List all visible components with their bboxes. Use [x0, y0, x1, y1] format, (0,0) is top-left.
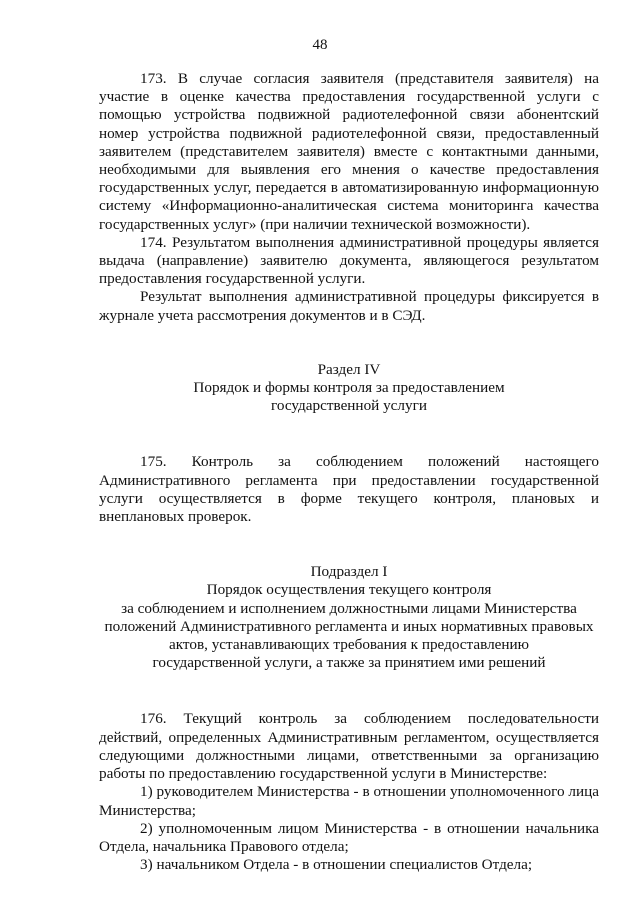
subsection-title-line-4: актов, устанавливающих требования к предоставлению	[169, 636, 529, 654]
paragraph-173: 173. В случае согласия заявителя (представителя заявителя) на участие в оценке качества предоставления государственной услуги с помощью устройства подвижной радиотелефонной связи абонентский номер устройства подвижной радиотелефонной связи, предоставленный заявителем (представителем заявителя) вместе с контактными данными, необходимыми для выявления его мнения о качестве предоставления государственных услуг, передается в автоматизированную информационную систему «Информационно-аналитическая система мониторинга качества государственных услуг» (при наличии технической возможности).	[99, 70, 599, 233]
paragraph-174: 174. Результатом выполнения административной процедуры является выдача (направление) заявителю документа, являющегося результатом предоставления государственной услуги.	[99, 233, 599, 288]
section-title-line-2: государственной услуги	[271, 397, 427, 415]
section-heading	[99, 361, 599, 416]
subsection-title-line-3: положений Административного регламента и иных нормативных правовых	[104, 617, 594, 635]
subsection-label: Подраздел I	[310, 563, 388, 581]
section-label: Раздел IV	[317, 360, 381, 378]
page-number: 48	[312, 37, 328, 53]
section-title-line-1: Порядок и формы контроля за предоставлением	[193, 379, 505, 397]
subsection-title-line-5: государственной услуги, а также за принятием ими решений	[152, 654, 546, 672]
paragraph-175: 175. Контроль за соблюдением положений настоящего Административного регламента при предоставлении государственной услуги осуществляется в форме текущего контроля, плановых и внеплановых проверок.	[99, 453, 599, 526]
list-item-2: 2) уполномоченным лицом Министерства - в отношении начальника Отдела, начальника Правового отдела;	[99, 819, 599, 855]
subsection-title-line-1: Порядок осуществления текущего контроля	[206, 581, 492, 599]
paragraph-176: 176. Текущий контроль за соблюдением последовательности действий, определенных Административным регламентом, осуществляется следующими должностными лицами, ответственными за организацию работы по предоставлению государственной услуги в Министерстве:	[99, 710, 599, 783]
subsection-title-line-2: за соблюдением и исполнением должностными лицами Министерства	[121, 599, 577, 617]
list-item-3: 3) начальником Отдела - в отношении специалистов Отдела;	[140, 856, 533, 874]
document-body	[99, 70, 599, 874]
list-item-1: 1) руководителем Министерства - в отношении уполномоченного лица Министерства;	[99, 783, 599, 819]
subsection-heading	[99, 563, 599, 672]
paragraph-174-result: Результат выполнения административной процедуры фиксируется в журнале учета рассмотрения документов и в СЭД.	[99, 288, 599, 324]
